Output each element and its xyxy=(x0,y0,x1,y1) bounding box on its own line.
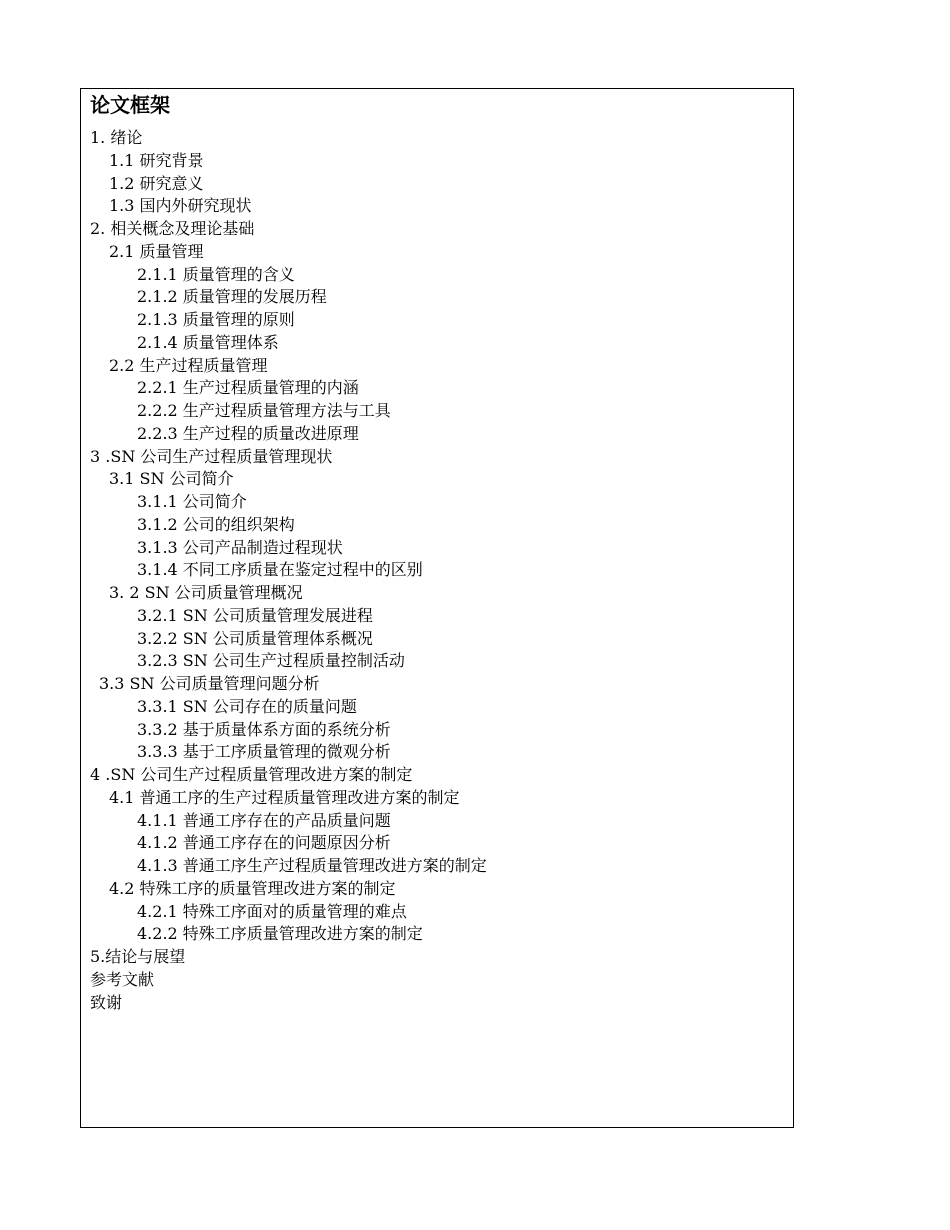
outline-item-2-1: 2.1 质量管理 xyxy=(109,241,204,261)
outline-item-3-2: 3. 2 SN 公司质量管理概况 xyxy=(109,583,303,602)
outline-item-2-2-2: 2.2.2 生产过程质量管理方法与工具 xyxy=(137,401,391,420)
outline-title: 论文框架 xyxy=(90,93,170,117)
outline-item-3-3: 3.3 SN 公司质量管理问题分析 xyxy=(99,674,320,693)
outline-item-acknowledgements: 致谢 xyxy=(90,992,123,1012)
outline-item-2-2-3: 2.2.3 生产过程的质量改进原理 xyxy=(137,423,359,443)
outline-item-4-2-1: 4.2.1 特殊工序面对的质量管理的难点 xyxy=(137,901,407,921)
outline-item-3-3-1: 3.3.1 SN 公司存在的质量问题 xyxy=(137,696,357,716)
outline-item-4-1-2: 4.1.2 普通工序存在的问题原因分析 xyxy=(137,833,391,853)
outline-list xyxy=(81,127,793,1014)
outline-item-2-2: 2.2 生产过程质量管理 xyxy=(109,355,268,375)
outline-item-1-1: 1.1 研究背景 xyxy=(109,150,204,170)
outline-item-4-1-3: 4.1.3 普通工序生产过程质量管理改进方案的制定 xyxy=(137,856,487,875)
outline-item-3-2-1: 3.2.1 SN 公司质量管理发展进程 xyxy=(137,605,373,625)
outline-item-1-2: 1.2 研究意义 xyxy=(109,173,204,193)
outline-item-references: 参考文献 xyxy=(90,969,155,989)
outline-item-4-1: 4.1 普通工序的生产过程质量管理改进方案的制定 xyxy=(109,787,460,807)
outline-item-3-3-2: 3.3.2 基于质量体系方面的系统分析 xyxy=(137,719,391,739)
outline-item-3-1-1: 3.1.1 公司简介 xyxy=(137,492,247,511)
outline-item-4-2-2: 4.2.2 特殊工序质量管理改进方案的制定 xyxy=(137,924,423,944)
outline-item-3-3-3: 3.3.3 基于工序质量管理的微观分析 xyxy=(137,742,391,762)
outline-item-3-1-3: 3.1.3 公司产品制造过程现状 xyxy=(137,537,343,557)
outline-item-2-1-4: 2.1.4 质量管理体系 xyxy=(137,332,279,352)
outline-item-3-1: 3.1 SN 公司简介 xyxy=(109,469,234,489)
outline-item-chapter-5: 5.结论与展望 xyxy=(90,947,186,966)
outline-box xyxy=(80,88,794,1128)
outline-item-4-2: 4.2 特殊工序的质量管理改进方案的制定 xyxy=(109,878,396,898)
outline-item-3-1-2: 3.1.2 公司的组织架构 xyxy=(137,514,295,534)
outline-item-2-1-3: 2.1.3 质量管理的原则 xyxy=(137,310,295,329)
outline-item-2-1-2: 2.1.2 质量管理的发展历程 xyxy=(137,287,327,307)
outline-item-3-1-4: 3.1.4 不同工序质量在鉴定过程中的区别 xyxy=(137,560,423,580)
outline-item-chapter-2: 2. 相关概念及理论基础 xyxy=(90,219,255,238)
outline-item-1-3: 1.3 国内外研究现状 xyxy=(109,196,252,216)
outline-item-chapter-4: 4 .SN 公司生产过程质量管理改进方案的制定 xyxy=(90,765,413,784)
outline-item-chapter-3: 3 .SN 公司生产过程质量管理现状 xyxy=(90,446,333,466)
outline-item-3-2-3: 3.2.3 SN 公司生产过程质量控制活动 xyxy=(137,651,405,671)
outline-item-2-2-1: 2.2.1 生产过程质量管理的内涵 xyxy=(137,378,359,398)
outline-item-chapter-1: 1. 绪论 xyxy=(90,128,143,147)
outline-item-2-1-1: 2.1.1 质量管理的含义 xyxy=(137,264,295,284)
outline-item-3-2-2: 3.2.2 SN 公司质量管理体系概况 xyxy=(137,628,373,648)
outline-item-4-1-1: 4.1.1 普通工序存在的产品质量问题 xyxy=(137,810,391,830)
